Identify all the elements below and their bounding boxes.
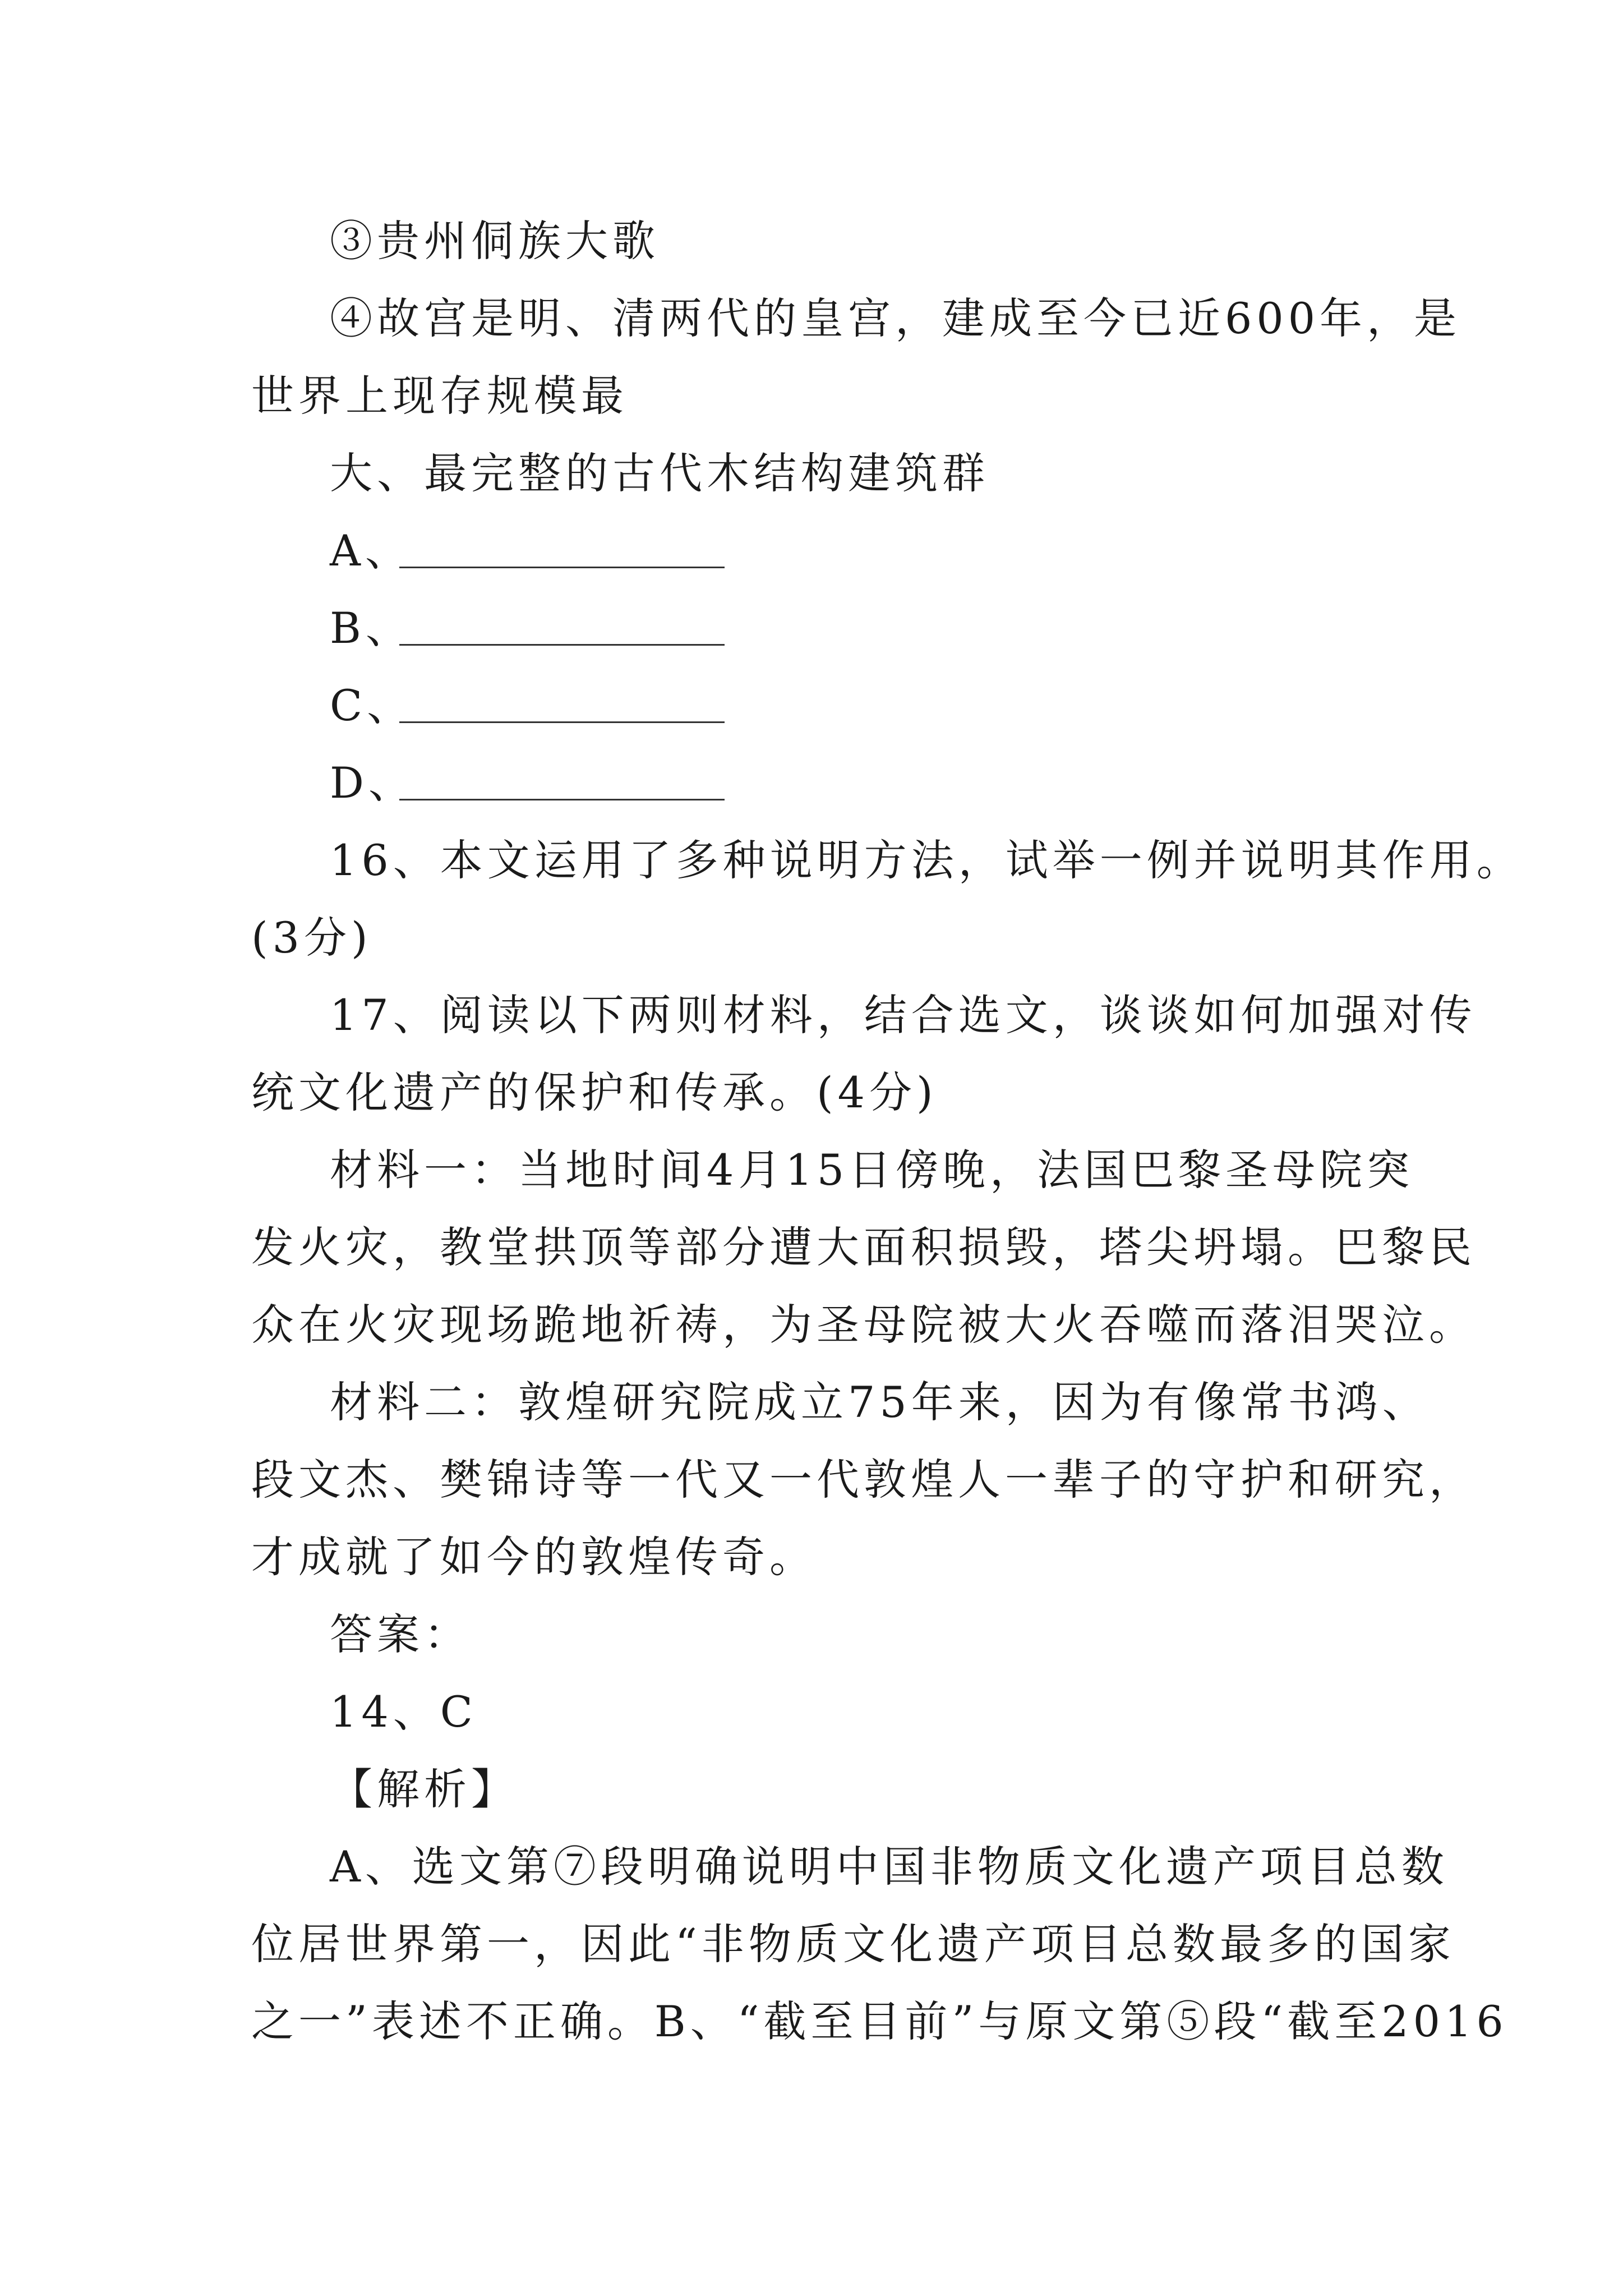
item-4-continued: 世界上现存规模最: [251, 371, 628, 421]
option-b-blank: [399, 644, 725, 646]
material-1-line-2: 发火灾，教堂拱顶等部分遭大面积损毁，塔尖坍塌。巴黎民: [251, 1222, 1476, 1272]
material-2-line-1: 材料二：敦煌研究院成立75年来，因为有像常书鸿、: [330, 1377, 1430, 1427]
option-d-label: D、: [330, 758, 416, 808]
question-16: 16、本文运用了多种说明方法，试举一例并说明其作用。: [330, 835, 1524, 885]
material-2-line-3: 才成就了如今的敦煌传奇。: [251, 1532, 817, 1582]
option-c-blank: [399, 721, 725, 723]
option-a-label: A、: [330, 526, 412, 576]
question-16-score: (3分): [251, 913, 372, 963]
material-1-line-3: 众在火灾现场跪地祈祷，为圣母院被大火吞噬而落泪哭泣。: [251, 1300, 1476, 1350]
option-d-blank: [399, 799, 725, 800]
material-2-line-2: 段文杰、樊锦诗等一代又一代敦煌人一辈子的守护和研究，: [251, 1455, 1476, 1504]
material-1-line-1: 材料一：当地时间4月15日傍晚，法国巴黎圣母院突: [330, 1145, 1414, 1195]
item-4-continued-2: 大、最完整的古代木结构建筑群: [330, 448, 989, 498]
analysis-line-2: 位居世界第一，因此“非物质文化遗产项目总数最多的国家: [251, 1919, 1455, 1969]
answer-heading: 答案：: [330, 1609, 471, 1659]
question-17-continued: 统文化遗产的保护和传承。(4分): [251, 1068, 938, 1117]
analysis-line-1: A、选文第⑦段明确说明中国非物质文化遗产项目总数: [330, 1842, 1449, 1892]
option-b-label: B、: [330, 603, 413, 653]
answer-14: 14、C: [330, 1687, 477, 1737]
item-3-text: ③贵州侗族大歌: [330, 216, 660, 266]
analysis-line-3: 之一”表述不正确。B、“截至目前”与原文第⑤段“截至2016: [251, 1996, 1508, 2046]
option-c-label: C、: [330, 680, 414, 730]
question-17: 17、阅读以下两则材料，结合选文，谈谈如何加强对传: [330, 990, 1477, 1040]
item-4-text: ④故宫是明、清两代的皇宫，建成至今已近600年，是: [330, 293, 1461, 343]
option-a-blank: [399, 567, 725, 568]
analysis-heading: 【解析】: [330, 1764, 518, 1814]
